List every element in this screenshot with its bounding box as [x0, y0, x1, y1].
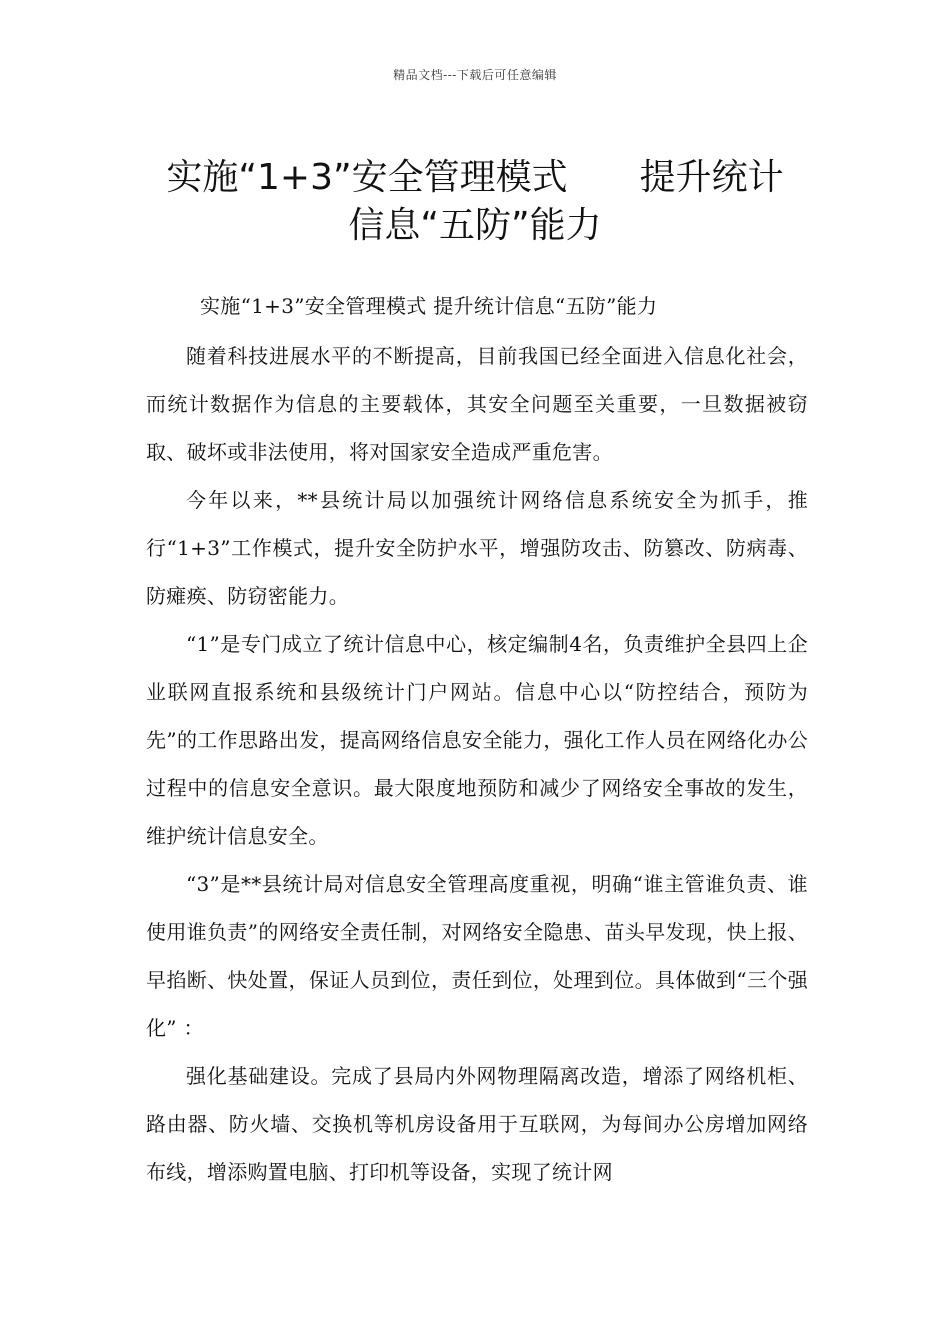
body-paragraph: “3”是**县统计局对信息安全管理高度重视，明确“谁主管谁负责、谁使用谁负责”的网络安全责任制，对网络安全隐患、苗头早发现，快上报、早掐断、快处置，保证人员到位，责任到位，处理到位。具体做到“三个强化” ： — [146, 872, 808, 1040]
title-line-1: 实施“1+3”安全管理模式 提升统计 — [166, 157, 784, 199]
body-paragraph: 今年以来，**县统计局以加强统计网络信息系统安全为抓手，推行“1+3”工作模式，提升安全防护水平，增强防攻击、防篡改、防病毒、防瘫痪、防窃密能力。 — [146, 488, 808, 608]
body-paragraph: 随着科技进展水平的不断提高，目前我国已经全面进入信息化社会，而统计数据作为信息的主要载体，其安全问题至关重要，一旦数据被窃取、破坏或非法使用，将对国家安全造成严重危害。 — [146, 344, 808, 464]
body-paragraph: 强化基础建设。完成了县局内外网物理隔离改造，增添了网络机柜、路由器、防火墙、交换机等机房设备用于互联网，为每间办公房增加网络布线，增添购置电脑、打印机等设备，实现了统计网 — [146, 1064, 808, 1184]
page-header: 精品文档---下载后可任意编辑 — [393, 68, 557, 82]
document-title — [100, 154, 850, 250]
title-line-2: 信息“五防”能力 — [348, 205, 602, 247]
body-paragraph: “1”是专门成立了统计信息中心，核定编制4名，负责维护全县四上企业联网直报系统和县级统计门户网站。信息中心以“防控结合，预防为先”的工作思路出发，提高网络信息安全能力，强化工作人员在网络化办公过程中的信息安全意识。最大限度地预防和减少了网络安全事故的发生，维护统计信息安全。 — [146, 632, 808, 848]
subtitle-paragraph: 实施“1+3”安全管理模式 提升统计信息“五防”能力 — [200, 294, 658, 318]
document-body — [146, 282, 808, 1196]
